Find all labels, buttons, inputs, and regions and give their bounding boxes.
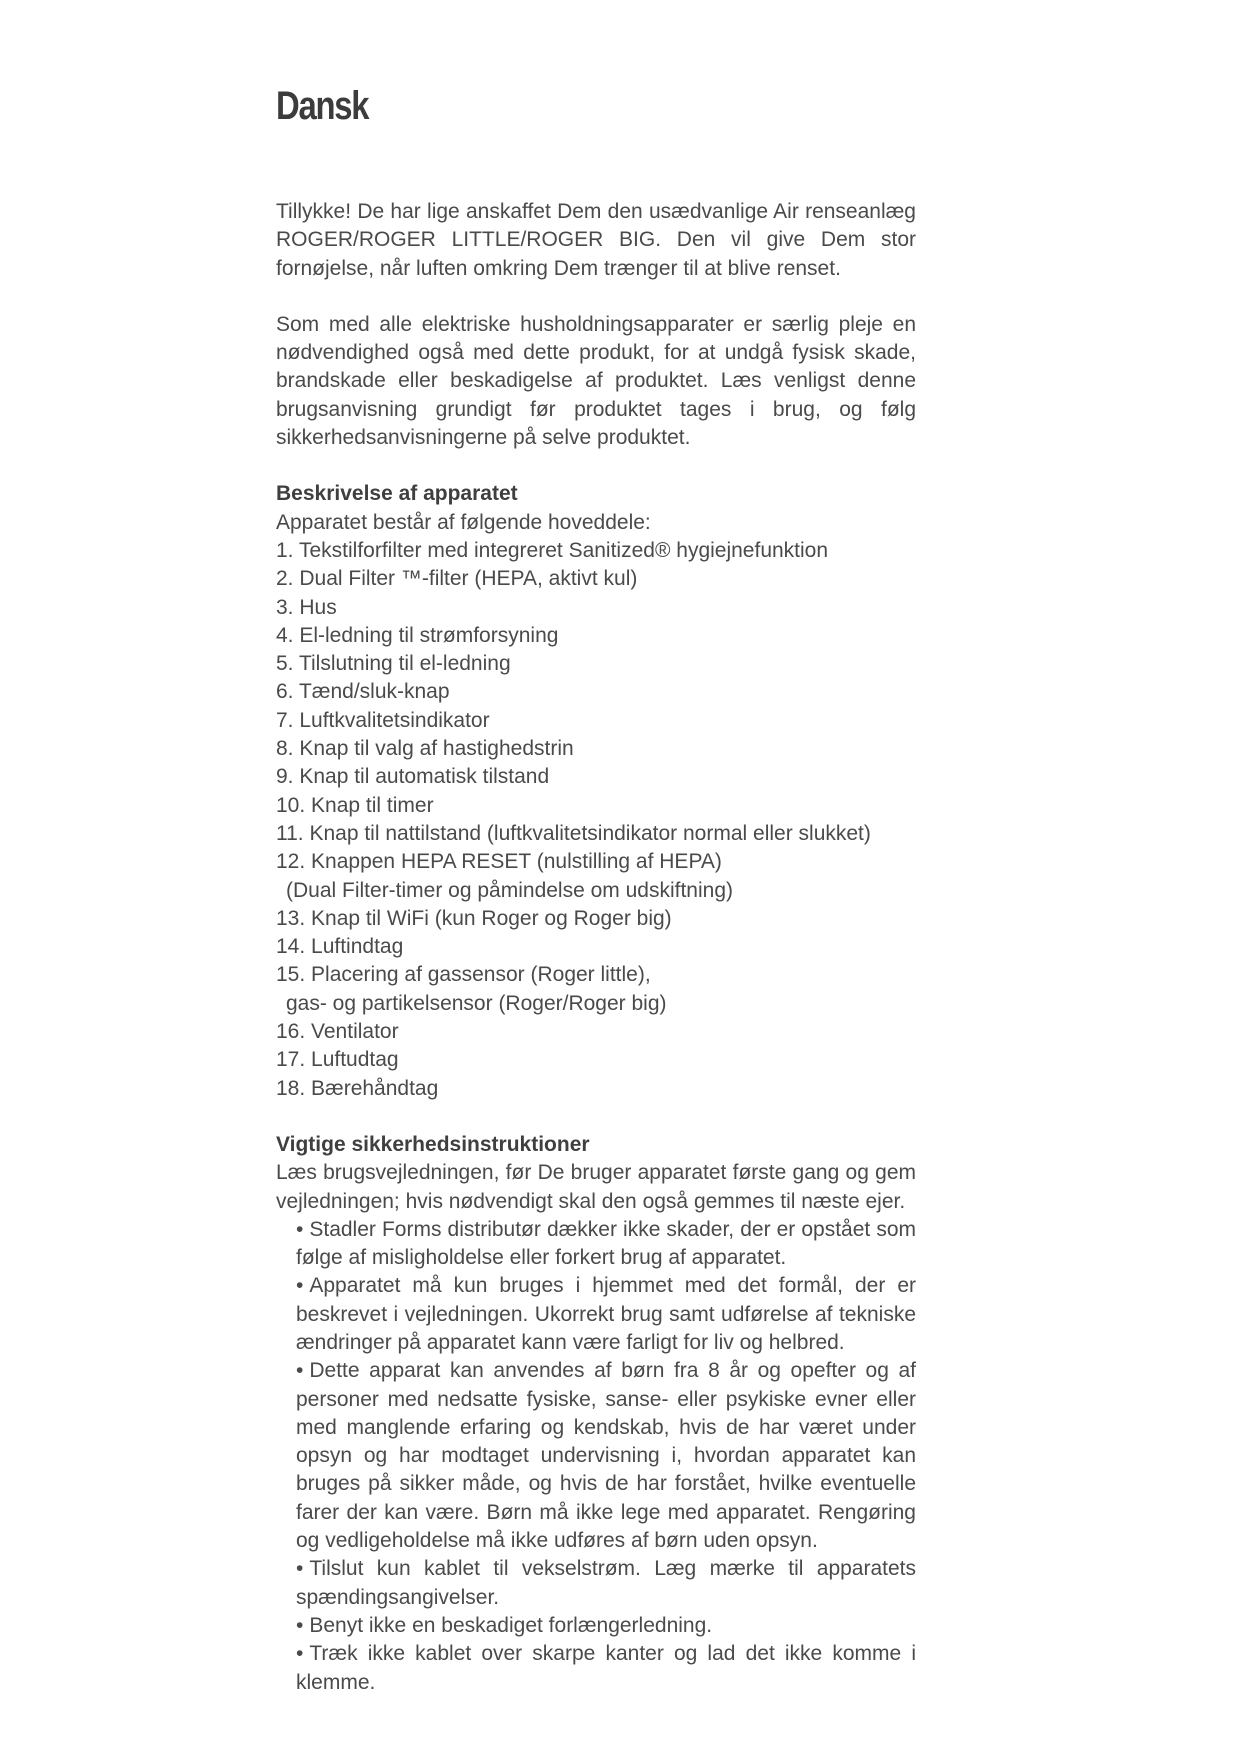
description-section	[276, 480, 916, 1103]
list-item: 12. Knappen HEPA RESET (nulstilling af HEPA)	[276, 850, 722, 874]
list-item: 8. Knap til valg af hastighedstrin	[276, 737, 574, 761]
list-item: 14. Luftindtag	[276, 935, 404, 959]
bullet-icon: •	[296, 1613, 304, 1637]
safety-bullet-item	[296, 1640, 916, 1697]
list-item: 17. Luftudtag	[276, 1048, 399, 1072]
safety-bullet-text: Dette apparat kan anvendes af børn fra 8 år og opefter og af personer med nedsatte fysiske, sanse- eller psykiske evner eller med manglende erfaring og kendskab, hvis de har været under opsyn og har modtaget undervisning i, hvordan apparatet kan bruges på sikker måde, og hvis de har forstået, hvilke eventuelle farer der kan være. Børn må ikke lege med apparatet. Rengøring og vedligeholdelse må ikke udføres af børn uden opsyn.	[296, 1359, 916, 1553]
list-item: 10. Knap til timer	[276, 793, 434, 817]
list-item: 11. Knap til nattilstand (luftkvalitetsindikator normal eller slukket)	[276, 821, 871, 845]
safety-bullet-item	[296, 1357, 916, 1555]
list-item: 13. Knap til WiFi (kun Roger og Roger big)	[276, 906, 672, 930]
list-item: 15. Placering af gassensor (Roger little),	[276, 963, 651, 987]
safety-heading: Vigtige sikkerhedsinstruktioner	[276, 1132, 590, 1156]
safety-section	[276, 1131, 916, 1697]
page-content	[276, 198, 916, 1697]
bullet-icon: •	[296, 1274, 304, 1298]
safety-bullet-text: Træk ikke kablet over skarpe kanter og lad det ikke komme i klemme.	[296, 1642, 916, 1694]
list-item: 4. El-ledning til strømforsyning	[276, 623, 559, 647]
list-item: 16. Ventilator	[276, 1020, 399, 1044]
safety-bullet-item	[296, 1272, 916, 1357]
list-item-continuation: gas- og partikelsensor (Roger/Roger big)	[286, 991, 667, 1015]
bullet-icon: •	[296, 1359, 304, 1383]
safety-bullets	[276, 1216, 916, 1697]
safety-bullet-text: Apparatet må kun bruges i hjemmet med det formål, der er beskrevet i vejledningen. Ukorrekt brug samt udførelse af tekniske ændringer på apparatet kann være farligt for liv og helbred.	[296, 1274, 916, 1354]
bullet-icon: •	[296, 1217, 304, 1241]
intro-paragraph-2: Som med alle elektriske husholdningsapparater er særlig pleje en nødvendighed også med dette produkt, for at undgå fysisk skade, brandskade eller beskadigelse af produktet. Læs venligst denne brugsanvisning grundigt før produktet tages i brug, og følg sikkerhedsanvisningerne på selve produktet.	[276, 312, 916, 450]
list-item: 2. Dual Filter ™-filter (HEPA, aktivt kul)	[276, 567, 638, 591]
safety-bullet-item	[296, 1612, 916, 1640]
list-item: 9. Knap til automatisk tilstand	[276, 765, 550, 789]
list-item: 3. Hus	[276, 595, 337, 619]
bullet-icon: •	[296, 1557, 304, 1581]
list-item: 18. Bærehåndtag	[276, 1076, 439, 1100]
list-item: 6. Tænd/sluk-knap	[276, 680, 450, 704]
description-heading: Beskrivelse af apparatet	[276, 482, 518, 506]
parts-list	[276, 537, 916, 1103]
list-item: 1. Tekstilforfilter med integreret Sanitized® hygiejnefunktion	[276, 538, 829, 562]
bullet-icon: •	[296, 1642, 304, 1666]
safety-intro: Læs brugsvejledningen, før De bruger apparatet første gang og gem vejledningen; hvis nødvendigt skal den også gemmes til næste ejer.	[276, 1161, 916, 1213]
list-item: 7. Luftkvalitetsindikator	[276, 708, 490, 732]
list-item-continuation: (Dual Filter-timer og påmindelse om udskiftning)	[286, 878, 733, 902]
safety-bullet-item	[296, 1216, 916, 1273]
intro-paragraph-1: Tillykke! De har lige anskaffet Dem den usædvanlige Air renseanlæg ROGER/ROGER LITTLE/ROGER BIG. Den vil give Dem stor fornøjelse, når luften omkring Dem trænger til at blive renset.	[276, 200, 916, 280]
safety-bullet-text: Benyt ikke en beskadiget forlængerledning.	[309, 1613, 713, 1637]
safety-bullet-item	[296, 1555, 916, 1612]
safety-bullet-text: Stadler Forms distributør dækker ikke skader, der er opstået som følge af misligholdelse eller forkert brug af apparatet.	[296, 1217, 916, 1270]
safety-bullet-text: Tilslut kun kablet til vekselstrøm. Læg mærke til apparatets spændingsangivelser.	[296, 1557, 916, 1609]
page-title: Dansk	[276, 84, 369, 128]
description-intro: Apparatet består af følgende hoveddele:	[276, 510, 651, 534]
list-item: 5. Tilslutning til el-ledning	[276, 652, 511, 676]
